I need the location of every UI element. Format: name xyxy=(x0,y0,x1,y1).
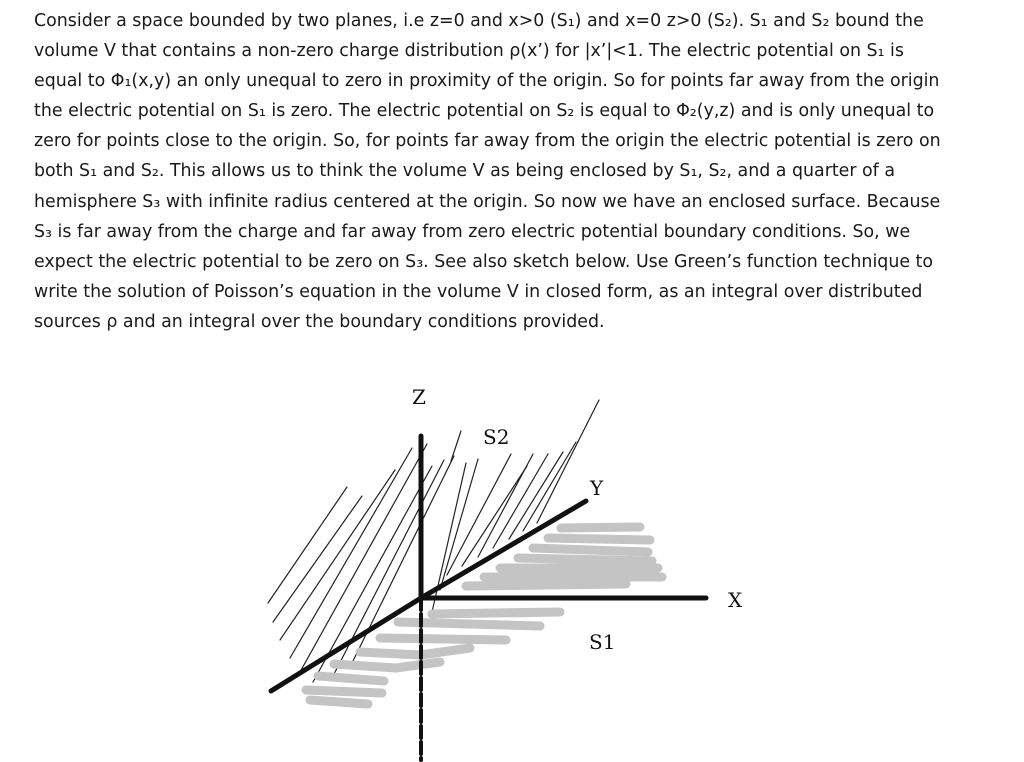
s2-label: S2 xyxy=(483,425,510,449)
problem-line-11: sources ρ and an integral over the boundary conditions provided. xyxy=(34,311,605,332)
s1-plane-shading xyxy=(306,527,662,704)
problem-line-8: S₃ is far away from the charge and far away from zero electric potential boundary conditions. So, we xyxy=(34,221,911,242)
problem-line-5: zero for points close to the origin. So, for points far away from the origin the electric potential is zero on xyxy=(34,131,941,152)
axes xyxy=(271,436,706,760)
s1-label: S1 xyxy=(589,630,616,654)
problem-line-2: volume V that contains a non-zero charge distribution ρ(x’) for |x’|<1. The electric potential on S₁ is xyxy=(34,41,904,62)
problem-line-4: the electric potential on S₁ is zero. The electric potential on S₂ is equal to Φ₂(y,z) and is only unequal to xyxy=(34,101,935,122)
problem-line-6: both S₁ and S₂. This allows us to think the volume V as being enclosed by S₁, S₂, and a quarter of a xyxy=(34,161,895,182)
y-axis-label: Y xyxy=(590,476,604,500)
x-axis-label: X xyxy=(728,588,743,612)
problem-line-3: equal to Φ₁(x,y) an only unequal to zero in proximity of the origin. So for points far away from the origin xyxy=(34,71,940,92)
problem-line-10: write the solution of Poisson’s equation in the volume V in closed form, as an integral over distributed xyxy=(34,281,923,302)
problem-line-9: expect the electric potential to be zero on S₃. See also sketch below. Use Green’s function technique to xyxy=(34,251,934,272)
z-axis-label: Z xyxy=(412,385,426,409)
problem-line-7: hemisphere S₃ with infinite radius centered at the origin. So now we have an enclosed surface. Because xyxy=(34,191,941,212)
problem-line-1: Consider a space bounded by two planes, i.e z=0 and x>0 (S₁) and x=0 z>0 (S₂). S₁ and S₂ bound the xyxy=(34,11,924,31)
